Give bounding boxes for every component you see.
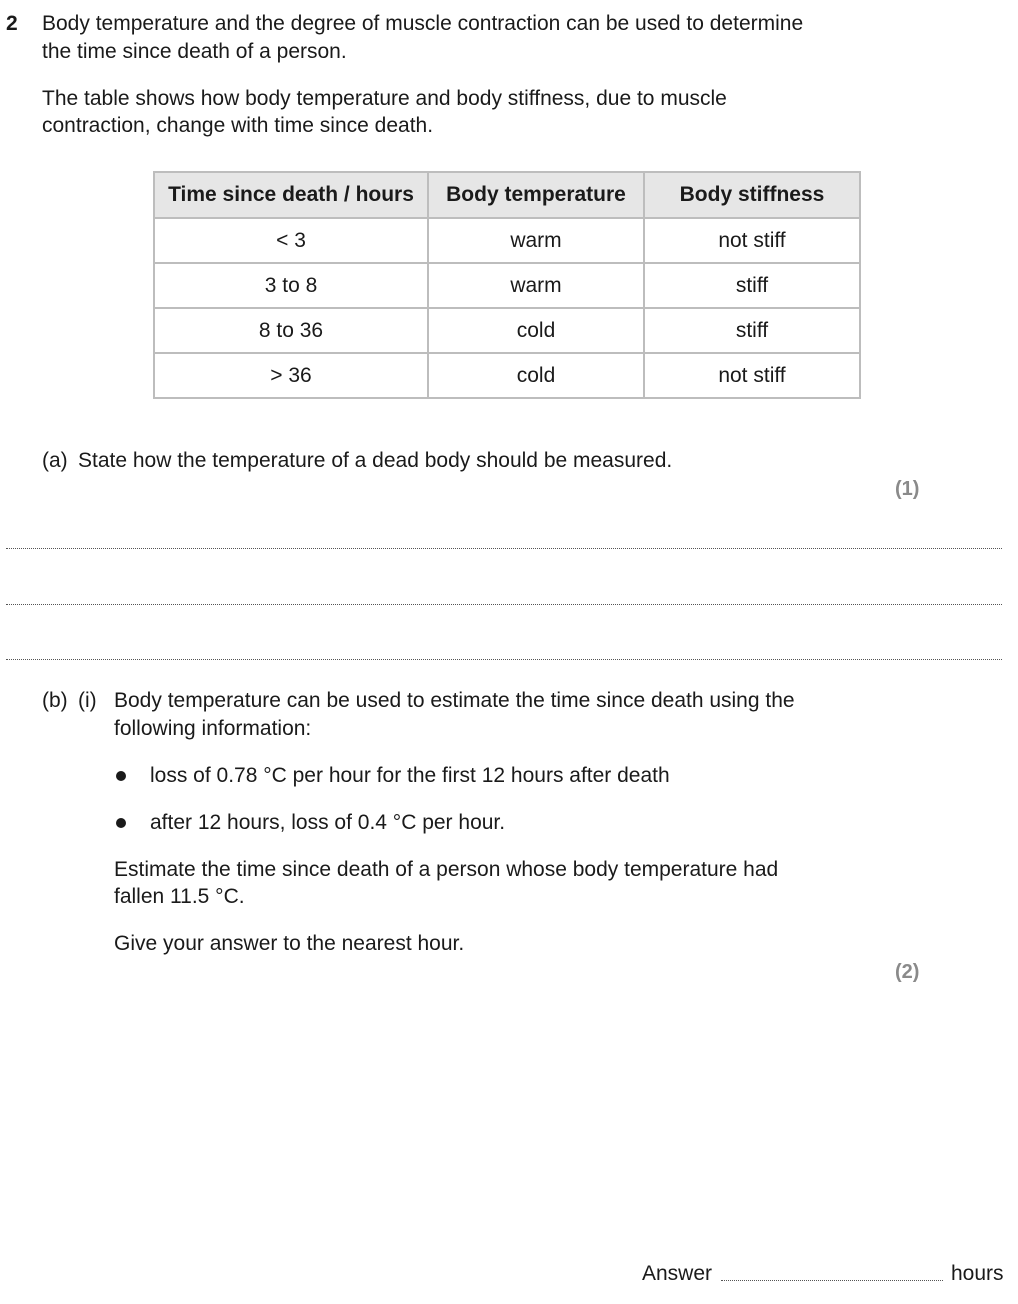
header-body-stiffness: Body stiffness (644, 172, 860, 218)
answer-unit: hours (951, 1262, 1004, 1285)
question-intro-line-2: the time since death of a person. (42, 40, 347, 63)
time-since-death-table (153, 171, 861, 399)
instruction-text: Give your answer to the nearest hour. (114, 932, 465, 955)
table-intro-line-1: The table shows how body temperature and body stiffness, due to muscle (42, 87, 727, 110)
cell-time: 8 to 36 (154, 308, 428, 353)
table-header-row (154, 172, 860, 218)
bullet-item-2: after 12 hours, loss of 0.4 °C per hour. (150, 811, 506, 834)
estimate-line-1: Estimate the time since death of a person whose body temperature had (114, 858, 779, 881)
cell-stiffness: not stiff (644, 353, 860, 398)
answer-line-a-3[interactable] (6, 659, 1002, 660)
header-body-temperature: Body temperature (428, 172, 644, 218)
table-row (154, 263, 860, 308)
table-row (154, 308, 860, 353)
cell-temperature: warm (428, 218, 644, 263)
header-time-since-death: Time since death / hours (154, 172, 428, 218)
cell-stiffness: stiff (644, 308, 860, 353)
table-row (154, 218, 860, 263)
cell-temperature: cold (428, 308, 644, 353)
part-b-label: (b) (42, 689, 68, 712)
part-a-text: State how the temperature of a dead body should be measured. (78, 449, 673, 472)
answer-label: Answer (642, 1262, 713, 1285)
part-a-marks: (1) (895, 478, 920, 500)
answer-input-line[interactable] (721, 1280, 943, 1281)
answer-line-a-2[interactable] (6, 604, 1002, 605)
table-intro-line-2: contraction, change with time since death. (42, 114, 434, 137)
cell-stiffness: not stiff (644, 218, 860, 263)
cell-time: > 36 (154, 353, 428, 398)
part-b-marks: (2) (895, 961, 920, 983)
bullet-icon (116, 771, 126, 781)
cell-stiffness: stiff (644, 263, 860, 308)
cell-temperature: cold (428, 353, 644, 398)
question-number: 2 (6, 12, 18, 35)
estimate-line-2: fallen 11.5 °C. (114, 885, 245, 908)
part-b-text-line-1: Body temperature can be used to estimate the time since death using the (114, 689, 795, 712)
part-b-text-line-2: following information: (114, 717, 312, 740)
part-a-label: (a) (42, 449, 68, 472)
cell-time: < 3 (154, 218, 428, 263)
cell-time: 3 to 8 (154, 263, 428, 308)
question-intro-line-1: Body temperature and the degree of muscle contraction can be used to determine (42, 12, 804, 35)
answer-line-a-1[interactable] (6, 548, 1002, 549)
bullet-icon (116, 818, 126, 828)
part-b-sub-label: (i) (78, 689, 97, 712)
table-row (154, 353, 860, 398)
cell-temperature: warm (428, 263, 644, 308)
bullet-item-1: loss of 0.78 °C per hour for the first 12 hours after death (150, 764, 670, 787)
